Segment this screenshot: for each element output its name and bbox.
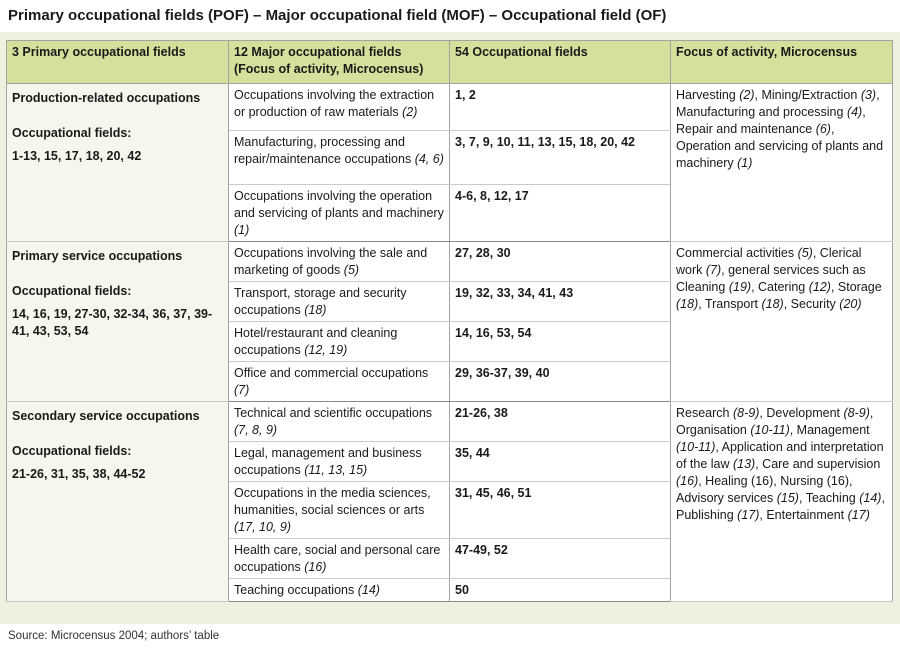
major-field-code: (2) <box>402 105 418 119</box>
major-field-code: (4, 6) <box>414 152 444 166</box>
focus-activity-code: (2) <box>739 88 755 102</box>
focus-activity-text: , Clerical work <box>676 246 862 277</box>
occupational-field-numbers: 3, 7, 9, 10, 11, 13, 15, 18, 20, 42 <box>450 131 671 185</box>
major-field-name: Technical and scientific occupations <box>234 406 433 420</box>
major-field-name: Hotel/restaurant and cleaning occupations <box>234 326 398 357</box>
focus-activity-code: (18) <box>761 297 784 311</box>
major-field-name: Occupations in the media sciences, humanities, social sciences or arts <box>234 486 431 517</box>
focus-activity-code: (17) <box>847 508 870 522</box>
focus-activity-text: Harvesting <box>676 88 740 102</box>
occupational-fields-label: Occupational fields: <box>12 284 132 298</box>
focus-activity-code: (20) <box>839 297 862 311</box>
major-field-cell <box>229 242 450 282</box>
focus-activity-text: , Operation and servicing of plants and machinery <box>676 122 884 170</box>
major-field-cell <box>229 539 450 579</box>
focus-of-activity-cell <box>671 402 893 602</box>
major-field-name: Teaching occupations <box>234 583 355 597</box>
major-field-code: (11, 13, 15) <box>304 463 368 477</box>
major-field-name: Transport, storage and security occupations <box>234 286 407 317</box>
occupational-fields-label: Occupational fields: <box>12 444 132 458</box>
major-field-code: (12, 19) <box>304 343 348 357</box>
occupational-fields-values: 14, 16, 19, 27-30, 32-34, 36, 37, 39-41, 43, 53, 54 <box>12 307 213 338</box>
table-row <box>7 242 893 282</box>
focus-activity-text: , Catering <box>751 280 809 294</box>
occupational-fields-table <box>6 40 893 602</box>
focus-activity-text: Research <box>676 406 733 420</box>
table-row <box>7 402 893 442</box>
focus-activity-text: , general services such as Cleaning <box>676 263 866 294</box>
major-field-cell <box>229 402 450 442</box>
focus-activity-code: (13) <box>732 457 756 471</box>
major-field-code: (1) <box>234 223 250 237</box>
occupational-field-numbers: 47-49, 52 <box>450 539 671 579</box>
focus-activity-text: , Security <box>783 297 840 311</box>
occupational-field-numbers: 21-26, 38 <box>450 402 671 442</box>
page-title: Primary occupational fields (POF) – Major occupational field (MOF) – Occupational field (OF) <box>8 7 667 24</box>
focus-activity-text: , Entertainment <box>759 508 848 522</box>
header-focus-of-activity: Focus of activity, Microcensus <box>671 41 893 84</box>
header-major-fields <box>229 41 450 84</box>
focus-activity-text: , Application and interpretation of the law <box>676 440 884 471</box>
focus-activity-text: , Manufacturing and processing <box>676 88 880 119</box>
major-field-cell <box>229 579 450 602</box>
major-field-cell <box>229 131 450 185</box>
focus-activity-code: (10-11) <box>750 423 790 437</box>
focus-activity-text: , Organisation <box>676 406 874 437</box>
focus-activity-text: Commercial activities <box>676 246 798 260</box>
header-major-fields-line1: 12 Major occupational fields <box>234 45 402 59</box>
major-field-cell <box>229 185 450 242</box>
major-field-cell <box>229 482 450 539</box>
focus-activity-code: (6) <box>815 122 831 136</box>
table-body <box>7 84 893 602</box>
focus-activity-code: (16) <box>676 474 699 488</box>
focus-activity-code: (3) <box>860 88 877 102</box>
occupational-field-numbers: 14, 16, 53, 54 <box>450 322 671 362</box>
header-major-fields-line2: (Focus of activity, Microcensus) <box>234 62 424 76</box>
major-field-name: Health care, social and personal care occupations <box>234 543 441 574</box>
table-frame <box>0 32 900 624</box>
occupational-field-numbers: 1, 2 <box>450 84 671 131</box>
occupational-fields-values: 1-13, 15, 17, 18, 20, 42 <box>12 149 142 163</box>
primary-field-name: Production-related occupations <box>12 91 201 105</box>
focus-activity-text: , Development <box>759 406 844 420</box>
focus-activity-code: (14) <box>859 491 882 505</box>
focus-activity-code: (12) <box>808 280 831 294</box>
focus-activity-code: (18) <box>676 297 699 311</box>
focus-activity-text: , Repair and maintenance <box>676 105 866 136</box>
header-occupational-fields: 54 Occupational fields <box>450 41 671 84</box>
focus-activity-text: , Publishing <box>676 491 885 522</box>
major-field-code: (18) <box>304 303 327 317</box>
occupational-field-numbers: 31, 45, 46, 51 <box>450 482 671 539</box>
major-field-cell <box>229 84 450 131</box>
focus-activity-text: , Healing (16), Nursing (16), Advisory services <box>676 474 853 505</box>
header-primary-fields: 3 Primary occupational fields <box>7 41 229 84</box>
occupational-field-numbers: 19, 32, 33, 34, 41, 43 <box>450 282 671 322</box>
major-field-cell <box>229 442 450 482</box>
primary-field-cell <box>7 242 229 402</box>
focus-activity-code: (5) <box>797 246 813 260</box>
primary-field-name: Secondary service occupations <box>12 409 200 423</box>
occupational-field-numbers: 27, 28, 30 <box>450 242 671 282</box>
major-field-code: (7, 8, 9) <box>234 423 278 437</box>
occupational-field-numbers: 29, 36-37, 39, 40 <box>450 362 671 402</box>
major-field-name: Office and commercial occupations <box>234 366 429 380</box>
focus-activity-text: , Care and supervision <box>755 457 881 471</box>
focus-activity-code: (17) <box>737 508 760 522</box>
occupational-field-numbers: 4-6, 8, 12, 17 <box>450 185 671 242</box>
focus-activity-text: , Management <box>789 423 870 437</box>
major-field-code: (5) <box>343 263 360 277</box>
focus-activity-code: (8-9) <box>732 406 760 420</box>
focus-activity-code: (10-11) <box>676 440 716 454</box>
occupational-field-numbers: 35, 44 <box>450 442 671 482</box>
focus-activity-text: , Transport <box>698 297 762 311</box>
major-field-code: (14) <box>357 583 380 597</box>
focus-activity-code: (4) <box>846 105 863 119</box>
major-field-name: Occupations involving the extraction or production of raw materials <box>234 88 435 119</box>
major-field-cell <box>229 322 450 362</box>
table-row <box>7 84 893 131</box>
source-note: Source: Microcensus 2004; authors’ table <box>8 630 220 642</box>
focus-activity-code: (15) <box>776 491 799 505</box>
major-field-name: Occupations involving the operation and servicing of plants and machinery <box>234 189 444 220</box>
major-field-code: (7) <box>234 383 250 397</box>
focus-of-activity-cell <box>671 242 893 402</box>
major-field-name: Legal, management and business occupations <box>234 446 422 477</box>
focus-activity-code: (8-9) <box>843 406 870 420</box>
major-field-name: Occupations involving the sale and marketing of goods <box>234 246 428 277</box>
major-field-cell <box>229 362 450 402</box>
header-row <box>7 41 893 84</box>
focus-activity-code: (1) <box>737 156 753 170</box>
focus-activity-code: (19) <box>728 280 752 294</box>
major-field-code: (17, 10, 9) <box>234 520 291 534</box>
focus-activity-text: , Storage <box>830 280 882 294</box>
primary-field-name: Primary service occupations <box>12 249 183 263</box>
major-field-code: (16) <box>304 560 327 574</box>
primary-field-cell <box>7 84 229 242</box>
focus-activity-code: (7) <box>705 263 722 277</box>
focus-activity-text: , Teaching <box>798 491 860 505</box>
occupational-fields-label: Occupational fields: <box>12 126 132 140</box>
focus-activity-text: , Mining/Extraction <box>754 88 861 102</box>
major-field-cell <box>229 282 450 322</box>
primary-field-cell <box>7 402 229 602</box>
occupational-field-numbers: 50 <box>450 579 671 602</box>
focus-of-activity-cell <box>671 84 893 242</box>
major-field-name: Manufacturing, processing and repair/maintenance occupations <box>234 135 412 166</box>
occupational-fields-values: 21-26, 31, 35, 38, 44-52 <box>12 467 146 481</box>
